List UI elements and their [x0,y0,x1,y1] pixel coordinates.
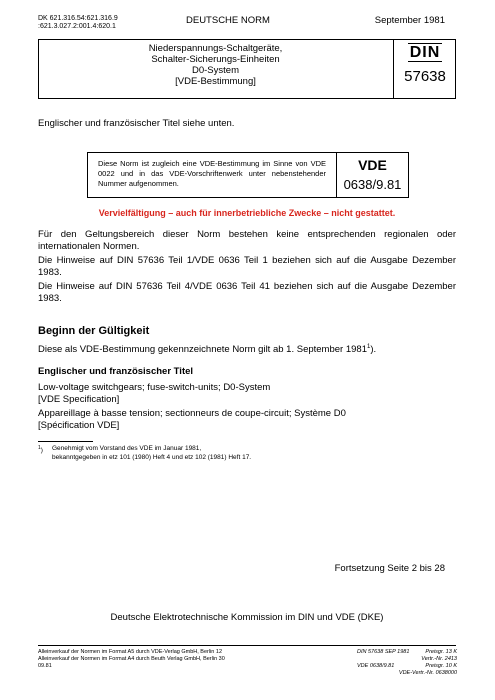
publisher: Deutsche Elektrotechnische Kommission im DIN und VDE (DKE) [110,612,384,623]
norm-type: DEUTSCHE NORM [186,15,270,26]
bottom-rule [38,645,456,646]
english-title-line-2: [VDE Specification] [38,394,120,405]
footnote-line-2: bekanntgegeben in etz 101 (1980) Heft 4 und etz 102 (1981) Heft 17. [52,454,252,461]
din-number: 57638 [404,68,446,85]
validity-text [38,341,456,356]
sales-line-1: Alleinverkauf der Normen im Format A5 durch VDE-Verlag GmbH, Berlin 12 [38,649,223,655]
dk-line-1: DK 621.316.54:621.316.9 [38,15,118,22]
paragraph-1: Für den Geltungsbereich dieser Norm bestehen keine entsprechenden regionalen oder internationalen Normen. [38,229,456,252]
footnote-line-1: Genehmigt vom Vorstand des VDE im Januar 1981, [52,445,202,452]
dk-line-2: :621.3.027.2:001.4:620.1 [38,23,116,30]
footnote-ref: 1 [366,344,371,350]
title-line-4: [VDE-Bestimmung] [175,76,256,87]
sales-line-2: Alleinverkauf der Normen im Format A4 durch Beuth Verlag GmbH, Berlin 30 [38,656,225,662]
title-line-2: Schalter-Sicherungs-Einheiten [151,54,280,65]
title-line-1: Niederspannungs-Schaltgeräte, [148,43,283,54]
vde-box-text: Diese Norm ist zugleich eine VDE-Bestimmung im Sinne von VDE 0022 und in das VDE-Vorschriftenwerk unter nebenstehender Nummer aufgenommen. [98,159,326,188]
sales-info [38,649,225,670]
price-row-2 [357,656,457,663]
vde-sales-number: VDE-Vertr.-Nr. 0638000 [398,670,457,676]
vde-label: VDE [358,157,387,173]
french-title-line-2: [Spécification VDE] [38,420,120,431]
vde-number: 0638/9.81 [343,177,402,192]
din-sales-number: Vertr.-Nr. 2413 [421,656,457,662]
footnote [38,444,368,464]
price-row-1 [357,649,457,656]
footnote-marker-number: 1 [38,445,41,451]
price-row-3 [357,663,457,670]
paragraph-3: Die Hinweise auf DIN 57636 Teil 4/VDE 0636 Teil 41 beziehen sich auf die Ausgabe Dezember 1983. [38,281,456,304]
footnote-rule [38,441,93,442]
price-row-4 [357,670,457,677]
vde-price-group: Preisgr. 10 K [425,663,457,669]
dk-classification [38,15,118,31]
french-title-line-1: Appareillage à basse tension; sectionneurs de coupe-circuit; Système D0 [38,408,346,419]
validity-sentence: Diese als VDE-Bestimmung gekennzeichnete Norm gilt ab 1. September 1981 [38,344,367,356]
validity-sentence-end: ). [370,344,377,356]
footnote-marker [38,447,43,454]
footnote-marker-paren: ) [40,447,43,455]
din-reference: DIN 57638 SEP 1981 [357,649,410,655]
vde-reference: VDE 0638/9.81 [357,663,395,669]
price-info [357,649,457,677]
title-block [38,39,456,99]
validity-heading: Beginn der Gültigkeit [38,325,150,337]
sales-line-3: 09.81 [38,663,52,669]
din-logo [394,44,456,62]
din-logo-text: DIN [409,44,441,61]
foreign-titles-heading: Englischer und französischer Titel [38,366,194,377]
din-price-group: Preisgr. 13 K [425,649,457,655]
continuation-note: Fortsetzung Seite 2 bis 28 [334,563,445,574]
intro-note: Englischer und französischer Titel siehe unten. [38,118,235,129]
copy-notice: Vervielfältigung – auch für innerbetriebliche Zwecke – nicht gestattet. [98,208,396,218]
title-line-3: D0-System [192,65,239,76]
issue-date: September 1981 [374,15,445,26]
vde-box [87,152,409,198]
paragraph-2: Die Hinweise auf DIN 57636 Teil 1/VDE 0636 Teil 1 beziehen sich auf die Ausgabe Dezember 1983. [38,255,456,278]
footnote-text [52,444,352,462]
english-title-line-1: Low-voltage switchgears; fuse-switch-units; D0-System [38,382,271,393]
document-title [38,43,393,87]
